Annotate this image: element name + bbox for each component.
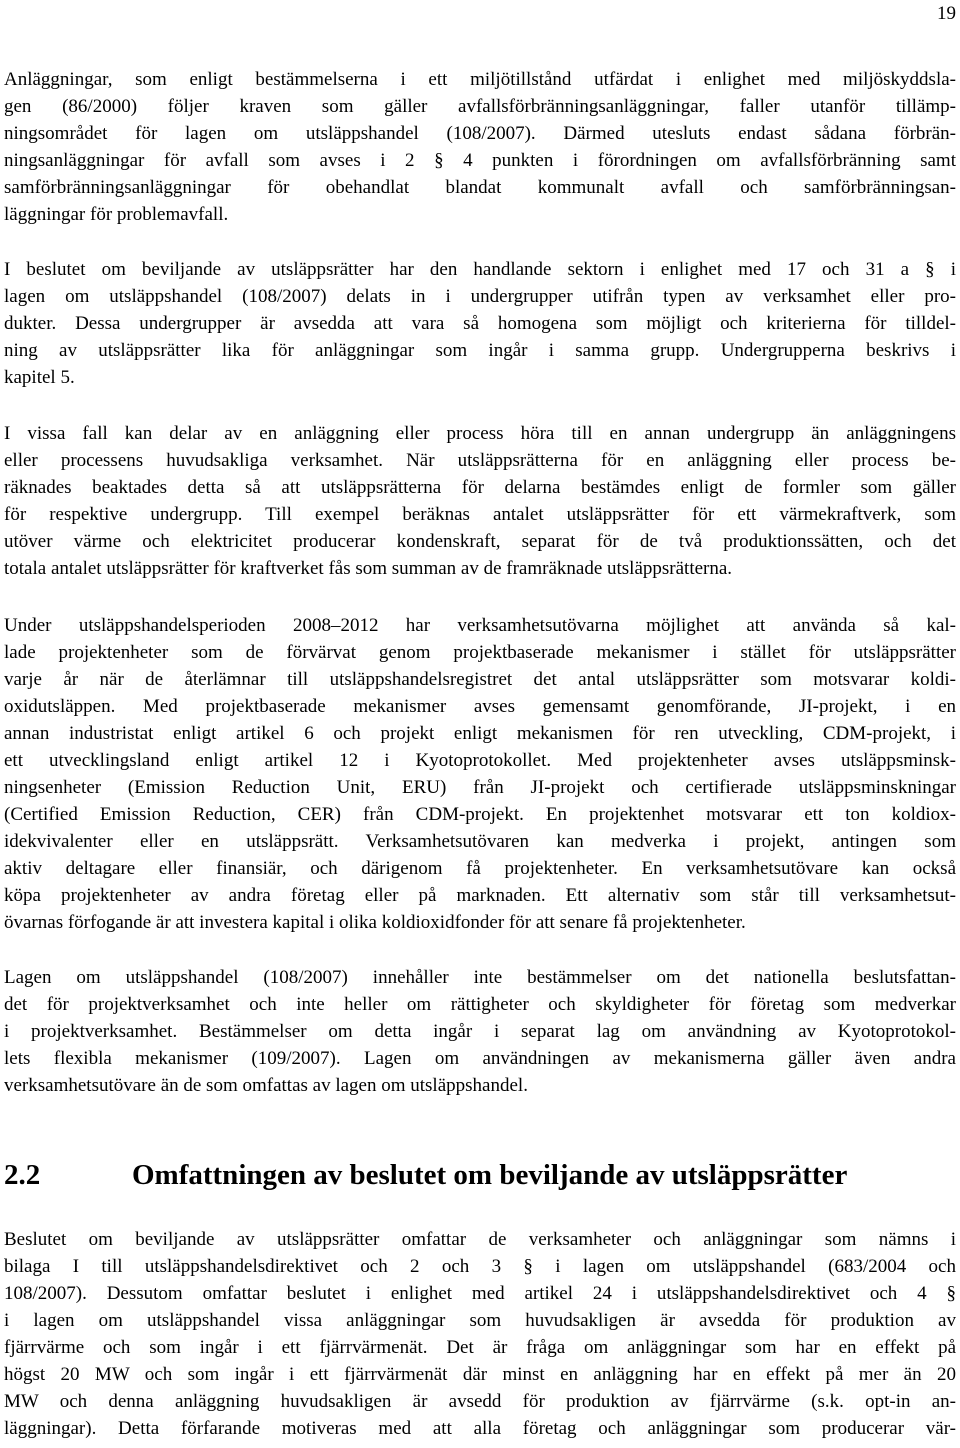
text-line: idekvivalenter eller en utsläppsrätt. Verksamhetsutövaren kan medverka i projekt, antingen som	[4, 831, 956, 852]
text-line: samförbränningsanläggningar för obehandlat blandat kommunalt avfall och samförbränningsan-	[4, 177, 956, 198]
text-line: Lagen om utsläppshandel (108/2007) innehåller inte bestämmelser om det nationella beslutsfattan-	[4, 967, 956, 988]
text-line: bilaga I till utsläppshandelsdirektivet och 2 och 3 § i lagen om utsläppshandel (683/2004 och	[4, 1256, 956, 1277]
text-line: MW och denna anläggning huvudsakligen är avsedd för produktion av fjärrvärme (s.k. opt-in an-	[4, 1391, 956, 1412]
text-line: kapitel 5.	[4, 367, 75, 388]
text-line: totala antalet utsläppsrätter för kraftverket fås som summan av de framräknade utsläppsrätterna.	[4, 558, 733, 579]
section-title: Omfattningen av beslutet om beviljande av utsläppsrätter	[132, 1159, 848, 1191]
text-line: (Certified Emission Reduction, CER) från CDM-projekt. En projektenhet motsvarar ett ton koldiox-	[4, 804, 956, 825]
paragraph-5	[4, 964, 956, 1099]
text-line: fjärrvärme och som ingår i ett fjärrvärmenät. Det är fråga om anläggningar som har en effekt på	[4, 1337, 956, 1358]
text-line: eller processens huvudsakliga verksamhet. När utsläppsrätterna för en anläggning eller process be-	[4, 450, 956, 471]
paragraph-1	[4, 66, 956, 228]
text-line: ningsenheter (Emission Reduction Unit, ERU) från JI-projekt och certifierade utsläppsminskningar	[4, 777, 956, 798]
text-line: Beslutet om beviljande av utsläppsrätter omfattar de verksamheter och anläggningar som nämns i	[4, 1229, 956, 1250]
text-line: lagen om utsläppshandel (108/2007) delats in i undergrupper utifrån typen av verksamhet eller pro-	[4, 286, 956, 307]
text-line: lade projektenheter som de förvärvat genom projektbaserade mekanismer i stället för utsläppsrätter	[4, 642, 956, 663]
text-line: varje år när de återlämnar till utsläppshandelsregistret det antal utsläppsrätter som motsvarar koldi-	[4, 669, 956, 690]
text-line: lets flexibla mekanismer (109/2007). Lagen om användningen av mekanismerna gäller även andra	[4, 1048, 956, 1069]
text-line: ningsområdet för lagen om utsläppshandel (108/2007). Därmed utesluts endast sådana förbrän-	[4, 123, 956, 144]
text-line: verksamhetsutövare än de som omfattas av lagen om utsläppshandel.	[4, 1075, 528, 1096]
paragraph-6	[4, 1226, 956, 1442]
text-line: räknades beaktades detta så att utsläppsrätterna för delarna bestämdes enligt de formler som gäller	[4, 477, 956, 498]
text-line: det för projektverksamhet och inte heller om rättigheter och skyldigheter för företag som medverkar	[4, 994, 956, 1015]
paragraph-4	[4, 612, 956, 936]
text-line: läggningar). Detta förfarande motiveras med att alla företag och anläggningar som producerar vär-	[4, 1418, 956, 1439]
text-line: läggningar för problemavfall.	[4, 204, 229, 225]
text-line: dukter. Dessa undergrupper är avsedda att vara så homogena som möjligt och kriterierna för tilldel-	[4, 313, 956, 334]
text-line: Anläggningar, som enligt bestämmelserna i ett miljötillstånd utfärdat i enlighet med miljöskyddsla-	[4, 69, 956, 90]
section-heading	[4, 1158, 847, 1192]
text-line: köpa projektenheter av andra företag eller på marknaden. Ett alternativ som står till verksamhetsut-	[4, 885, 956, 906]
section-number: 2.2	[4, 1159, 41, 1191]
text-line: i lagen om utsläppshandel vissa anläggningar som huvudsakligen är avsedda för produktion av	[4, 1310, 956, 1331]
text-line: I beslutet om beviljande av utsläppsrätter har den handlande sektorn i enlighet med 17 och 31 a § i	[4, 259, 956, 280]
text-line: annan industristat enligt artikel 6 och projekt enligt mekanismen för ren utveckling, CDM-projekt, i	[4, 723, 956, 744]
page-number: 19	[937, 3, 956, 24]
text-line: aktiv deltagare eller finansiär, och därigenom få projektenheter. En verksamhetsutövare kan också	[4, 858, 956, 879]
text-line: Under utsläppshandelsperioden 2008–2012 har verksamhetsutövarna möjlighet att använda så kal-	[4, 615, 956, 636]
text-line: ningsanläggningar för avfall som avses i 2 § 4 punkten i förordningen om avfallsförbränning samt	[4, 150, 956, 171]
text-line: 108/2007). Dessutom omfattar beslutet i enlighet med artikel 24 i utsläppshandelsdirektivet och 4 §	[4, 1283, 956, 1304]
text-line: gen (86/2000) följer kraven som gäller avfallsförbränningsanläggningar, faller utanför tillämp-	[4, 96, 956, 117]
text-line: övarnas förfogande är att investera kapital i olika koldioxidfonder för att senare få projektenheter.	[4, 912, 746, 933]
paragraph-3	[4, 420, 956, 582]
text-line: för respektive undergrupp. Till exempel beräknas antalet utsläppsrätter för ett värmekraftverk, som	[4, 504, 956, 525]
text-line: högst 20 MW och som ingår i ett fjärrvärmenät där minst en anläggning har en effekt på mer än 20	[4, 1364, 956, 1385]
text-line: I vissa fall kan delar av en anläggning eller process höra till en annan undergrupp än anläggningens	[4, 423, 956, 444]
text-line: utöver värme och elektricitet producerar kondenskraft, separat för de två produktionssätten, och det	[4, 531, 956, 552]
paragraph-2	[4, 256, 956, 391]
text-line: oxidutsläppen. Med projektbaserade mekanismer avses gemensamt genomförande, JI-projekt, i en	[4, 696, 956, 717]
text-line: ett utvecklingsland enligt artikel 12 i Kyotoprotokollet. Med projektenheter avses utsläppsminsk-	[4, 750, 956, 771]
text-line: ning av utsläppsrätter lika för anläggningar som ingår i samma grupp. Undergrupperna beskrivs i	[4, 340, 956, 361]
text-line: i projektverksamhet. Bestämmelser om detta ingår i separat lag om användning av Kyotoprotokol-	[4, 1021, 956, 1042]
